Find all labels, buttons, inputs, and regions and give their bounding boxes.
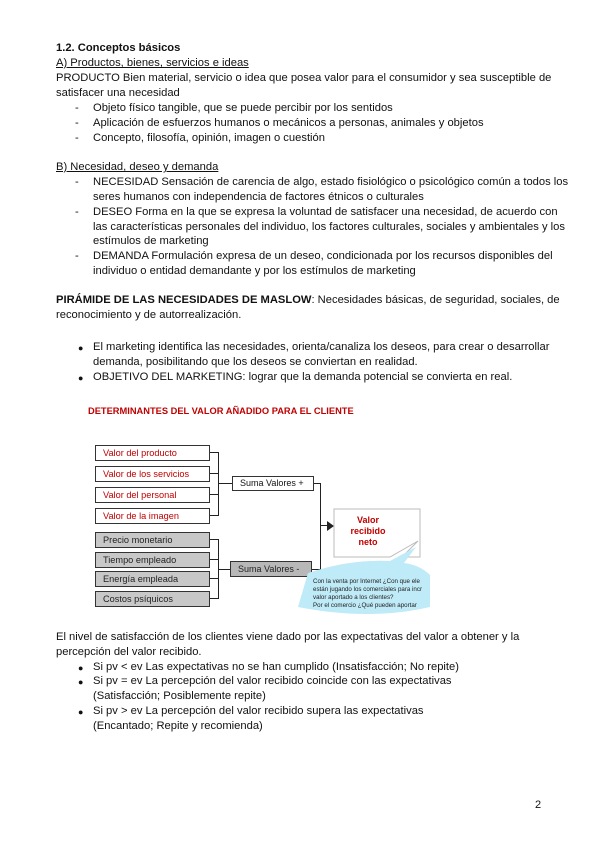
dash: -: [75, 206, 79, 218]
marketing-b1-line2: demanda, posibilitando que los deseos se conviertan en realidad.: [93, 356, 418, 368]
diagram-title: DETERMINANTES DEL VALOR AÑADIDO PARA EL CLIENTE: [88, 406, 354, 416]
connector: [210, 452, 218, 453]
sum-values-minus: Suma Valores -: [230, 561, 312, 577]
cost-box-psiquicos: Costos psíquicos: [95, 591, 210, 607]
satisfaction-b3-line1: Si pv > ev La percepción del valor recibido supera las expectativas: [93, 705, 424, 717]
connector: [218, 569, 230, 570]
satisfaction-b1: Si pv < ev Las expectativas no se han cumplido (Insatisfacción; No repite): [93, 661, 459, 673]
dash: -: [75, 250, 79, 262]
list-item: Aplicación de esfuerzos humanos o mecánicos a personas, animales y objetos: [93, 117, 484, 129]
marketing-b1-line1: El marketing identifica las necesidades, orienta/canaliza los deseos, para crear o desarrollar: [93, 341, 550, 353]
connector: [210, 515, 218, 516]
value-box-personal: Valor del personal: [95, 487, 210, 503]
connector: [210, 559, 218, 560]
bullet: ●: [78, 373, 84, 383]
connector: [218, 452, 219, 516]
bullet: ●: [78, 707, 84, 717]
heading-a: A) Productos, bienes, servicios e ideas: [56, 57, 249, 69]
dash: -: [75, 102, 79, 114]
dash: -: [75, 176, 79, 188]
connector: [210, 494, 218, 495]
dash: -: [75, 117, 79, 129]
dash: -: [75, 132, 79, 144]
connector: [210, 473, 218, 474]
connector: [210, 539, 218, 540]
list-item: Objeto físico tangible, que se puede percibir por los sentidos: [93, 102, 393, 114]
satisfaction-b2-line2: (Satisfacción; Posiblemente repite): [93, 690, 266, 702]
satisfaction-line1: El nivel de satisfacción de los clientes viene dado por las expectativas del valor a obtener y la: [56, 631, 520, 643]
connector: [218, 483, 232, 484]
bullet: ●: [78, 343, 84, 353]
sum-values-plus: Suma Valores +: [232, 476, 314, 491]
deseo-line3: estímulos de marketing: [93, 235, 209, 247]
section-title: 1.2. Conceptos básicos: [56, 42, 181, 54]
demanda-line2: individuo o entidad demandante y por los estímulos de marketing: [93, 265, 416, 277]
necesidad-line1: NECESIDAD Sensación de carencia de algo, estado fisiológico o psicológico común a todos los: [93, 176, 569, 188]
page-number: 2: [535, 799, 542, 811]
deseo-line2: las características personales del individuo, los factores culturales, sociales y ambientales y los: [93, 221, 565, 233]
connector: [210, 598, 218, 599]
bullet: ●: [78, 663, 84, 673]
satisfaction-b3-line2: (Encantado; Repite y recomienda): [93, 720, 263, 732]
maslow-line2: reconocimiento y de autorrealización.: [56, 309, 242, 321]
deseo-line1: DESEO Forma en la que se expresa la voluntad de satisfacer una necesidad, de acuerdo con: [93, 206, 558, 218]
cost-box-precio: Precio monetario: [95, 532, 210, 548]
value-box-producto: Valor del producto: [95, 445, 210, 461]
satisfaction-line2: percepción del valor recibido.: [56, 646, 202, 658]
demanda-line1: DEMANDA Formulación expresa de un deseo, condicionada por los recursos disponibles del: [93, 250, 553, 262]
internet-note: Con la venta por Internet ¿Con que ele están jugando los comerciales para incr valor aportado a los clientes? Por el comercio ¿Qué pueden aportar: [313, 578, 423, 609]
connector: [210, 578, 218, 579]
bullet: ●: [78, 677, 84, 687]
cost-box-tiempo: Tiempo empleado: [95, 552, 210, 568]
cost-box-energia: Energía empleada: [95, 571, 210, 587]
value-box-imagen: Valor de la imagen: [95, 508, 210, 524]
heading-b: B) Necesidad, deseo y demanda: [56, 161, 219, 173]
list-item: Concepto, filosofía, opinión, imagen o cuestión: [93, 132, 325, 144]
satisfaction-b2-line1: Si pv = ev La percepción del valor recibido coincide con las expectativas: [93, 675, 452, 687]
marketing-b2: OBJETIVO DEL MARKETING: lograr que la demanda potencial se convierta en real.: [93, 371, 513, 383]
producto-def-line2: satisfacer una necesidad: [56, 87, 180, 99]
producto-def-line1: PRODUCTO Bien material, servicio o idea que posea valor para el consumidor y sea susceptible de: [56, 72, 552, 84]
net-value-label: Valor recibido neto: [350, 515, 386, 547]
value-box-servicios: Valor de los servicios: [95, 466, 210, 482]
necesidad-line2: seres humanos con independencia de factores étnicos o culturales: [93, 191, 424, 203]
maslow-line1: PIRÁMIDE DE LAS NECESIDADES DE MASLOW: Necesidades básicas, de seguridad, sociales, de: [56, 294, 560, 306]
